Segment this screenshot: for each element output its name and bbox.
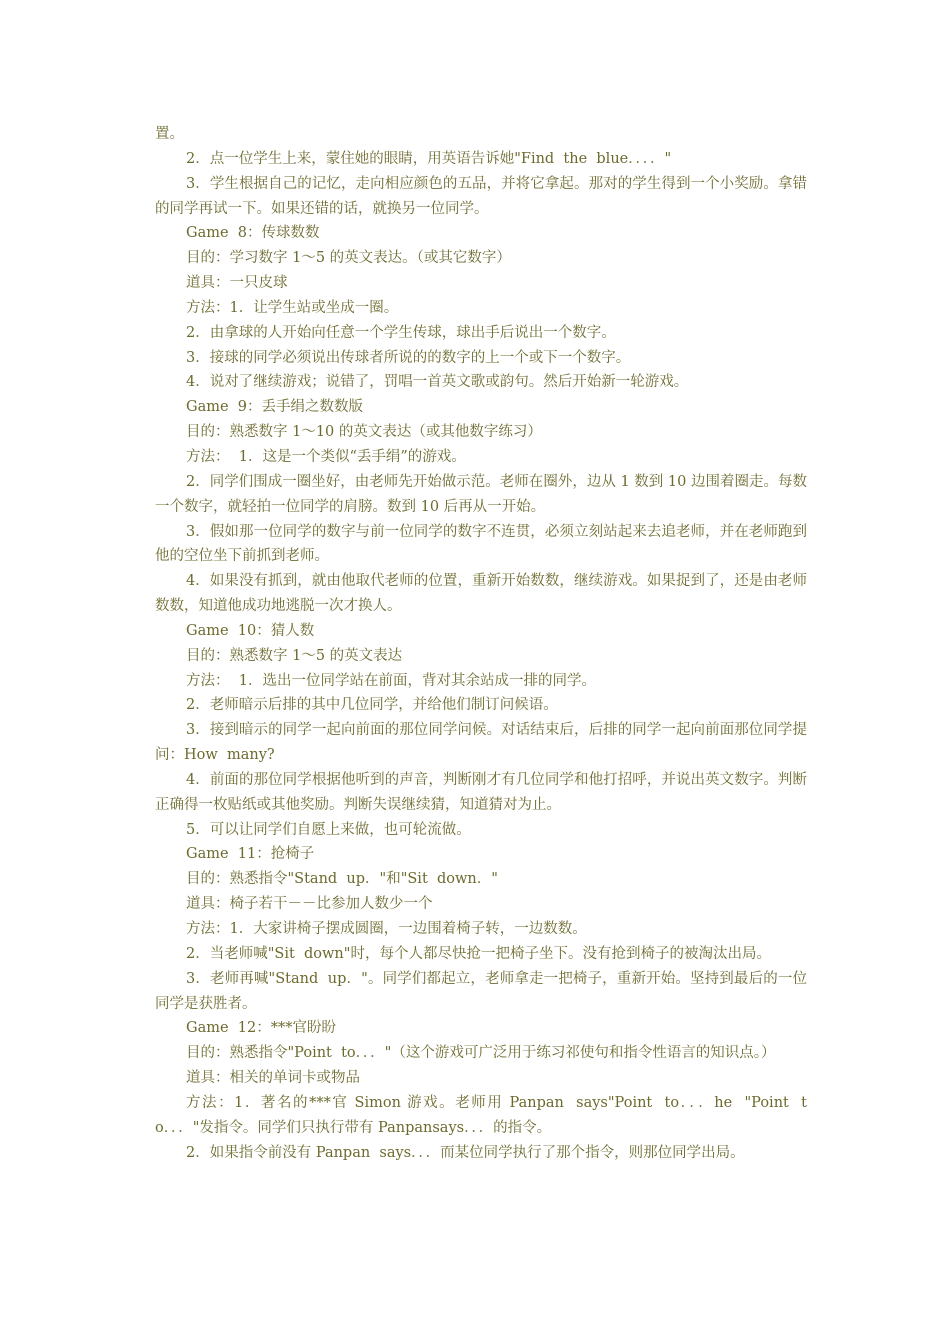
paragraph: 3．接到暗示的同学一起向前面的那位同学问候。对话结束后，后排的同学一起向前面那位同学提问：How many? [155, 722, 807, 764]
paragraph: 目的：熟悉数字 1～10 的英文表达（或其他数字练习） [186, 424, 542, 441]
paragraph: 目的：熟悉指令"Stand up．"和"Sit down．" [186, 871, 498, 888]
paragraph: Game 12：***官盼盼 [186, 1020, 336, 1037]
paragraph: 道具：相关的单词卡或物品 [186, 1070, 360, 1087]
paragraph: 道具：一只皮球 [186, 275, 288, 292]
paragraph: Game 11：抢椅子 [186, 846, 315, 863]
paragraph: 方法： 1．选出一位同学站在前面，背对其余站成一排的同学。 [186, 672, 596, 689]
paragraph: 方法： 1．这是一个类似“丢手绢”的游戏。 [186, 448, 466, 465]
paragraph: 4．如果没有抓到，就由他取代老师的位置，重新开始数数，继续游戏。如果捉到了，还是由老师数数，知道他成功地逃脱一次才换人。 [155, 573, 807, 615]
paragraph: 目的：熟悉指令"Point to．．．"（这个游戏可广泛用于练习祁使句和指令性语言的知识点。） [186, 1045, 776, 1062]
paragraph: 目的：学习数字 1～5 的英文表达。（或其它数字） [186, 250, 511, 267]
paragraph: 方法：1．著名的***官 Simon 游戏。老师用 Panpan says"Point to．．．he "Point to．．．"发指令。同学们只执行带有 Panpansays．．．的指令。 [155, 1094, 807, 1136]
paragraph: 目的：熟悉数字 1～5 的英文表达 [186, 647, 403, 664]
paragraph: 2．由拿球的人开始向任意一个学生传球，球出手后说出一个数字。 [186, 324, 616, 341]
paragraph: 2．老师暗示后排的其中几位同学，并给他们制订问候语。 [186, 697, 558, 714]
paragraph: Game 10：猜人数 [186, 622, 315, 639]
paragraph: 4．说对了继续游戏；说错了，罚唱一首英文歌或韵句。然后开始新一轮游戏。 [186, 374, 689, 391]
paragraph: 置。 [155, 126, 184, 142]
paragraph: 方法：1．大家讲椅子摆成圆圈，一边围着椅子转，一边数数。 [186, 921, 587, 937]
paragraph: 3．接球的同学必须说出传球者所说的的数字的上一个或下一个数字。 [186, 349, 631, 366]
paragraph: 3．老师再喊"Stand up．"。同学们都起立，老师拿走一把椅子，重新开始。坚持到最后的一位同学是获胜者。 [155, 970, 807, 1012]
paragraph: 3．假如那一位同学的数字与前一位同学的数字不连贯，必须立刻站起来去追老师，并在老师跑到他的空位坐下前抓到老师。 [155, 523, 807, 565]
paragraph: 方法：1．让学生站或坐成一圈。 [186, 299, 399, 316]
paragraph: 2．点一位学生上来，蒙住她的眼睛，用英语告诉她"Find the blue．．．．" [186, 150, 672, 167]
document-body [155, 122, 807, 1165]
paragraph: 2．同学们围成一圈坐好，由老师先开始做示范。老师在圈外，边从 1 数到 10 边围着圈走。每数一个数字，就轻拍一位同学的肩膀。数到 10 后再从一开始。 [155, 473, 807, 515]
paragraph: 2．如果指令前没有 Panpan says．．．而某位同学执行了那个指令，则那位同学出局。 [186, 1144, 745, 1161]
paragraph: 道具：椅子若干－－比参加人数少一个 [186, 896, 433, 913]
paragraph: 5．可以让同学们自愿上来做，也可轮流做。 [186, 821, 471, 838]
paragraph: Game 9：丢手绢之数数版 [186, 399, 364, 416]
paragraph: 2．当老师喊"Sit down"时，每个人都尽快抢一把椅子坐下。没有抢到椅子的被淘汰出局。 [186, 945, 771, 962]
paragraph: 3．学生根据自己的记忆，走向相应颜色的五品，并将它拿起。那对的学生得到一个小奖励。拿错的同学再试一下。如果还错的话，就换另一位同学。 [155, 175, 807, 217]
paragraph: Game 8：传球数数 [186, 225, 320, 242]
paragraph: 4．前面的那位同学根据他听到的声音，判断刚才有几位同学和他打招呼，并说出英文数字。判断正确得一枚贴纸或其他奖励。判断失误继续猜，知道猜对为止。 [155, 771, 807, 813]
